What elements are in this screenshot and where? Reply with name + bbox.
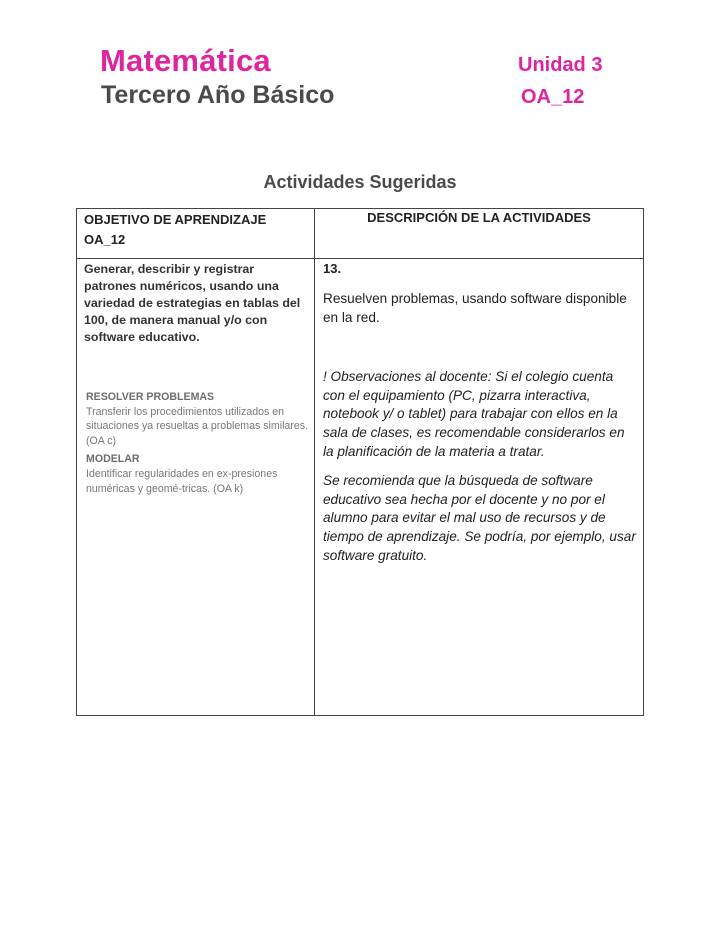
table-header-row [77,209,644,259]
objective-cell [77,259,315,716]
section-title: Actividades Sugeridas [263,172,457,192]
activities-table [76,208,644,716]
teacher-recommendation: Se recomienda que la búsqueda de software educativo sea hecha por el docente y no por el alumno para evitar el mal uso de recursos y de tiempo de aprendizaje. Se podría, por ejemplo, usar software gratuito. [323,473,636,563]
activity-number: 13. [323,261,342,276]
grade-title: Tercero Año Básico [101,81,335,109]
skill-title: MODELAR [86,453,140,466]
header-objective-cell [77,209,315,259]
header-objective-code: OA_12 [84,232,126,247]
header-objective-label: OBJETIVO DE APRENDIZAJE [84,212,267,227]
teacher-observation: ! Observaciones al docente: Si el colegio cuenta con el equipamiento (PC, pizarra interactiva, notebook y/ o tablet) para trabajar con ellos en la sala de clases, es recomendable considerarlos en la planificación de la materia a tratar. [323,369,625,459]
skill-title: RESOLVER PROBLEMAS [86,391,215,403]
table-row [77,259,644,716]
unit-label: Unidad 3 [518,54,603,76]
skill-text: Identificar regularidades en ex-presiones numéricas y geomé-tricas. (OA k) [86,467,278,495]
skill-text: Transferir los procedimientos utilizados en situaciones ya resueltas a problemas similares. (OA c) [86,405,308,447]
activity-description: Resuelven problemas, usando software disponible en la red. [323,291,627,325]
description-cell [315,259,644,716]
objective-code-label: OA_12 [521,86,585,108]
skills-block [77,390,314,496]
objective-text: Generar, describir y registrar patrones numéricos, usando una variedad de estrategias en tablas del 100, de manera manual y/o con software educativo. [84,262,301,344]
subject-title: Matemática [100,43,271,78]
header-description-cell: DESCRIPCIÓN DE LA ACTIVIDADES [315,209,644,259]
